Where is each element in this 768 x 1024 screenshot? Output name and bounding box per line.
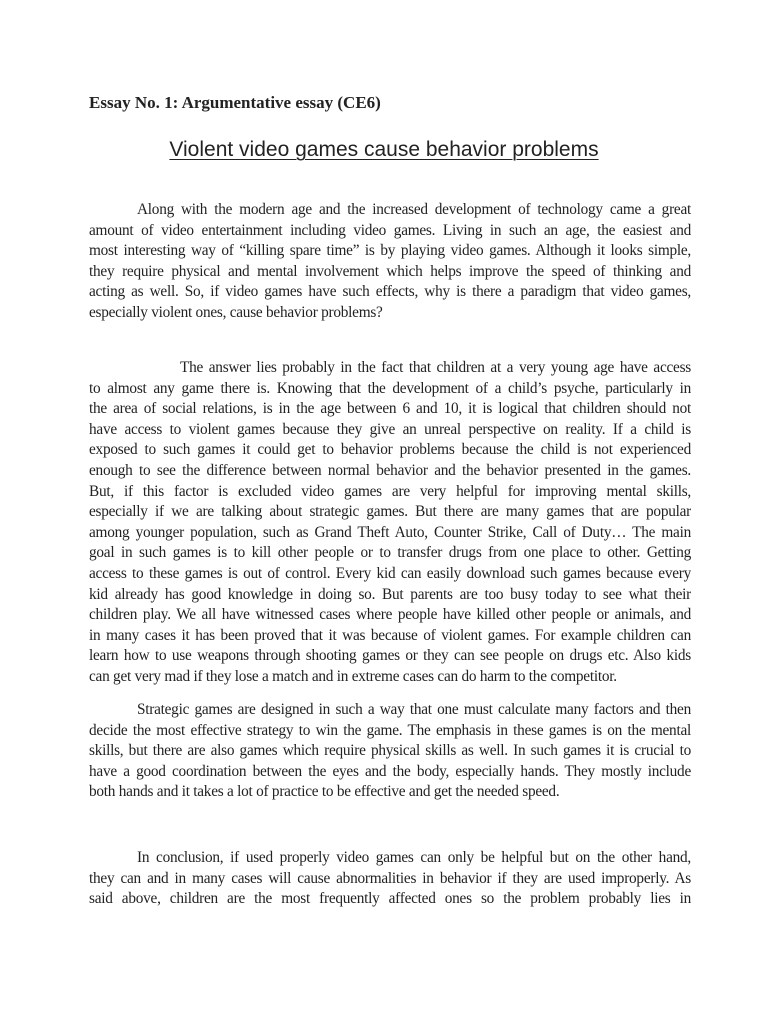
text-line: they can and in many cases will cause abnormalities in behavior if they are used improperly. As bbox=[89, 869, 691, 887]
text-line: the area of social relations, is in the age between 6 and 10, it is logical that children should not bbox=[89, 400, 691, 418]
text-line: they require physical and mental involvement which helps improve the speed of thinking and bbox=[89, 262, 691, 280]
paragraph-1 bbox=[89, 200, 691, 324]
paragraph-3 bbox=[89, 700, 691, 803]
paragraph-2 bbox=[89, 358, 691, 688]
text-line: But, if this factor is excluded video games are very helpful for improving mental skills, bbox=[89, 482, 691, 500]
text-line: Strategic games are designed in such a way that one must calculate many factors and then bbox=[137, 701, 691, 718]
essay-heading: Essay No. 1: Argumentative essay (CE6) bbox=[89, 93, 381, 112]
text-line: access to these games is out of control. Every kid can easily download such games because every bbox=[89, 564, 691, 582]
text-line: have a good coordination between the eyes and the body, especially hands. They mostly include bbox=[89, 762, 691, 780]
paragraph-4 bbox=[89, 848, 691, 910]
text-line: both hands and it takes a lot of practice to be effective and get the needed speed. bbox=[89, 783, 560, 801]
text-line: Along with the modern age and the increased development of technology came a great bbox=[137, 201, 691, 218]
text-line: children play. We all have witnessed cases where people have killed other people or animals, and bbox=[89, 606, 691, 624]
text-line: among younger population, such as Grand Theft Auto, Counter Strike, Call of Duty… The main bbox=[89, 523, 691, 541]
text-line: learn how to use weapons through shooting games or they can see people on drugs etc. Also kids bbox=[89, 647, 691, 665]
text-line: In conclusion, if used properly video games can only be helpful but on the other hand, bbox=[137, 849, 691, 866]
text-line: skills, but there are also games which require physical skills as well. In such games it is crucial to bbox=[89, 742, 691, 760]
text-line: amount of video entertainment including video games. Living in such an age, the easiest and bbox=[89, 221, 691, 239]
text-line: to almost any game there is. Knowing that the development of a child’s psyche, particularly in bbox=[89, 379, 691, 397]
text-line: especially if we are talking about strategic games. But there are many games that are popular bbox=[89, 503, 691, 521]
text-line: in many cases it has been proved that it was because of violent games. For example children can bbox=[89, 626, 691, 644]
text-line: decide the most effective strategy to win the game. The emphasis in these games is on the mental bbox=[89, 721, 691, 739]
text-line: exposed to such games it could get to behavior problems because the child is not experienced bbox=[89, 441, 691, 459]
essay-title: Violent video games cause behavior problems bbox=[169, 138, 599, 161]
text-line: especially violent ones, cause behavior problems? bbox=[89, 303, 383, 321]
text-line: The answer lies probably in the fact that children at a very young age have access bbox=[180, 359, 691, 376]
text-line: acting as well. So, if video games have such effects, why is there a paradigm that video games, bbox=[89, 283, 691, 301]
text-line: most interesting way of “killing spare time” is by playing video games. Although it looks simple, bbox=[89, 242, 691, 260]
text-line: kid already has good knowledge in doing so. But parents are too busy today to see what their bbox=[89, 585, 691, 603]
text-line: enough to see the difference between normal behavior and the behavior presented in the games. bbox=[89, 461, 691, 479]
text-line: goal in such games is to kill other people or to transfer drugs from one place to other. Getting bbox=[89, 544, 691, 562]
text-line: can get very mad if they lose a match and in extreme cases can do harm to the competitor. bbox=[89, 667, 617, 685]
text-line: said above, children are the most frequently affected ones so the problem probably lies in bbox=[89, 890, 691, 908]
text-line: have access to violent games because they give an unreal perspective on reality. If a child is bbox=[89, 420, 691, 438]
